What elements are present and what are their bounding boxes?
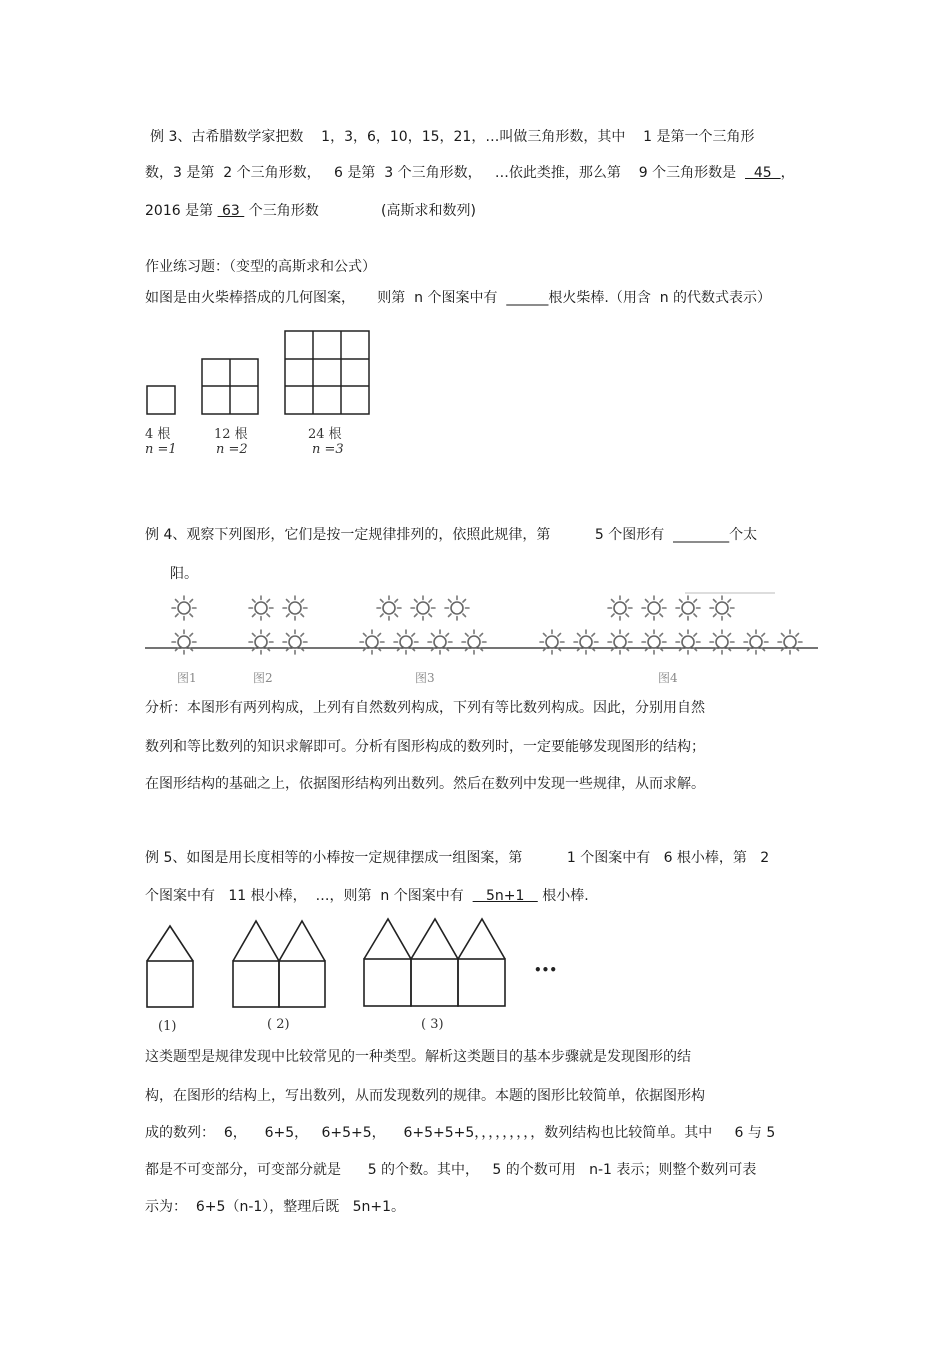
ex4-line-1: 例 4、观察下列图形，它们是按一定规律排列的，依照此规律，第 5 个图形有 ________个太 xyxy=(145,527,758,543)
ex5-answer: 5n+1 xyxy=(472,888,538,904)
fig-n-3: n =3 xyxy=(312,442,344,457)
sun-icon xyxy=(445,596,469,620)
sun-icon xyxy=(676,596,700,620)
ex5-analysis-1: 这类题型是规律发现中比较常见的一种类型。解析这类题目的基本步骤就是发现图形的结 xyxy=(145,1049,691,1065)
house-figure xyxy=(140,915,560,1015)
sun-label-2: 图2 xyxy=(253,671,273,685)
ex3-line-2-end: ， xyxy=(780,165,795,181)
matchstick-grid-1 xyxy=(147,386,175,414)
ex3-line-3 xyxy=(145,202,476,220)
ex5-line-2-end: 根小棒. xyxy=(537,888,589,904)
house-label-2: ( 2) xyxy=(267,1017,290,1032)
homework-title: 作业练习题：（变型的高斯求和公式） xyxy=(145,259,376,275)
house-1 xyxy=(147,926,193,1007)
sun-icon xyxy=(394,630,418,654)
fig-count-1: 4 根 xyxy=(145,427,171,442)
ex5-analysis-4: 都是不可变部分，可变部分就是 5 的个数。其中， 5 的个数可用 n-1 表示；则整个数列可表 xyxy=(145,1162,757,1178)
ex4-analysis-1: 分析：本图形有两列构成，上列有自然数列构成，下列有等比数列构成。因此，分别用自然 xyxy=(145,700,705,716)
sun-icon xyxy=(172,630,196,654)
sun-icon xyxy=(608,596,632,620)
ex5-line-2-text: 个图案中有 11 根小棒， …，则第 n 个图案中有 xyxy=(145,888,473,904)
ex5-analysis-5: 示为： 6+5（n-1），整理后既 5n+1。 xyxy=(145,1199,406,1215)
sun-icon xyxy=(283,630,307,654)
sun-icon xyxy=(574,630,598,654)
ex5-line-2 xyxy=(145,887,589,905)
sun-icon xyxy=(283,596,307,620)
ex5-analysis-2: 构，在图形的结构上，写出数列，从而发现数列的规律。本题的图形比较简单，依据图形构 xyxy=(145,1088,705,1104)
ex3-line-3-text: 2016 是第 xyxy=(145,203,218,219)
sun-icon xyxy=(428,630,452,654)
ex3-line-3-end: 个三角形数 (高斯求和数列) xyxy=(244,203,476,219)
house-label-3: ( 3) xyxy=(421,1017,444,1032)
sun-icon xyxy=(642,596,666,620)
continuation-dots: ••• xyxy=(534,963,558,977)
sun-icon xyxy=(411,596,435,620)
ex4-analysis-3: 在图形结构的基础之上，依据图形结构列出数列。然后在数列中发现一些规律，从而求解。 xyxy=(145,776,705,792)
sun-icon xyxy=(710,630,734,654)
sun-icon xyxy=(249,596,273,620)
sun-icon xyxy=(744,630,768,654)
sun-icon xyxy=(249,630,273,654)
sun-icon xyxy=(778,630,802,654)
sun-icon xyxy=(642,630,666,654)
sun-label-1: 图1 xyxy=(177,671,197,685)
sun-label-4: 图4 xyxy=(658,671,678,685)
sun-icon xyxy=(360,630,384,654)
fig-n-2: n =2 xyxy=(216,442,248,457)
sun-label-3: 图3 xyxy=(415,671,435,685)
fig-count-3: 24 根 xyxy=(308,427,342,442)
ex4-line-2: 阳。 xyxy=(170,566,198,582)
sun-icon xyxy=(710,596,734,620)
sun-icon xyxy=(377,596,401,620)
ex4-analysis-2: 数列和等比数列的知识求解即可。分析有图形构成的数列时，一定要能够发现图形的结构； xyxy=(145,739,705,755)
ex3-line-2 xyxy=(145,164,795,182)
ex3-line-2-text: 数，3 是第 2 个三角形数， 6 是第 3 个三角形数， …依此类推，那么第 9 个三角形数是 xyxy=(145,165,745,181)
homework-question: 如图是由火柴棒搭成的几何图案， 则第 n 个图案中有 ______根火柴棒.（用含 n 的代数式表示） xyxy=(145,290,772,306)
ex5-analysis-3: 成的数列： 6， 6+5， 6+5+5， 6+5+5+5，，，，，，，，，数列结构也比较简单。其中 6 与 5 xyxy=(145,1125,776,1141)
sun-icon xyxy=(676,630,700,654)
sun-icon xyxy=(462,630,486,654)
matchstick-grid-3 xyxy=(285,331,369,414)
house-label-1: (1) xyxy=(158,1019,177,1034)
ex5-line-1: 例 5、如图是用长度相等的小棒按一定规律摆成一组图案，第 1 个图案中有 6 根小棒，第 2 xyxy=(145,850,770,866)
fig-count-2: 12 根 xyxy=(214,427,248,442)
house-3 xyxy=(364,919,505,1006)
sun-icon xyxy=(540,630,564,654)
ex3-line-1: 例 3、古希腊数学家把数 1，3，6，10，15，21，…叫做三角形数，其中 1 是第一个三角形 xyxy=(150,129,755,145)
sun-icon xyxy=(172,596,196,620)
sun-icon xyxy=(608,630,632,654)
matchstick-grid-2 xyxy=(202,359,258,414)
fig-n-1: n =1 xyxy=(145,442,177,457)
house-2 xyxy=(233,921,325,1007)
ex3-answer-63: 63 xyxy=(217,203,245,219)
sun-figure xyxy=(0,585,950,690)
ex3-answer-45: 45 xyxy=(745,165,781,181)
matchstick-figure xyxy=(140,325,380,420)
